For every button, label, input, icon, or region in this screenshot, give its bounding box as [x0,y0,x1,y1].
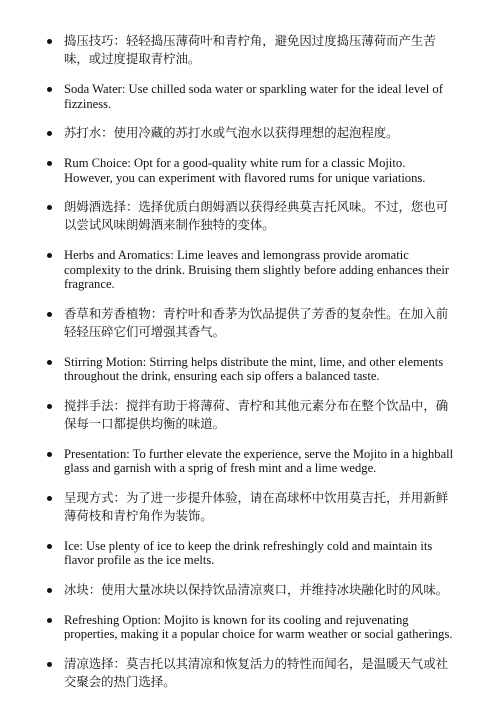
list-item-text: Presentation: To further elevate the experience, serve the Mojito in a highball glass and garnish with a sprig of fresh mint and a lime wedge. [64,446,454,475]
bullet-dot-icon [47,452,52,457]
document-page [0,32,500,705]
bullet-dot-icon [47,39,52,44]
list-item-text: Herbs and Aromatics: Lime leaves and lemongrass provide aromatic complexity to the drink. Bruising them slightly before adding enhances their fragrance. [64,248,450,291]
list-item [0,355,500,384]
list-item-text: 呈现方式：为了进一步提升体验，请在高球杯中饮用莫吉托，并用新鲜薄荷枝和青柠角作为装饰。 [64,489,449,523]
list-item [0,613,500,642]
list-item [0,156,500,185]
list-item [0,581,500,599]
bullet-dot-icon [47,404,52,409]
list-item-text: Refreshing Option: Mojito is known for its cooling and rejuvenating properties, making it a popular choice for warm weather or social gatherings. [64,612,453,641]
bullet-dot-icon [47,588,52,593]
list-item [0,305,500,341]
bullet-dot-icon [47,131,52,136]
list-item-text: 苏打水：使用冷藏的苏打水或气泡水以获得理想的起泡程度。 [64,125,399,140]
bullet-list [0,32,500,691]
list-item [0,198,500,234]
list-item-text: 清凉选择：莫吉托以其清凉和恢复活力的特性而闻名，是温暖天气或社交聚会的热门选择。 [64,655,449,689]
list-item [0,655,500,691]
list-item-text: 朗姆酒选择：选择优质白朗姆酒以获得经典莫吉托风味。不过，您也可以尝试风味朗姆酒来制作独特的变体。 [64,199,449,232]
list-item-text: Rum Choice: Opt for a good-quality white rum for a classic Mojito. However, you can experiment with flavored rums for unique variations. [64,156,426,185]
bullet-dot-icon [47,312,52,317]
list-item-text: 香草和芳香植物：青柠叶和香茅为饮品提供了芳香的复杂性。在加入前轻轻压碎它们可增强其香气。 [64,305,449,339]
list-item-text: Stirring Motion: Stirring helps distribute the mint, lime, and other elements throughout the drink, ensuring each sip offers a balanced taste. [64,354,444,383]
bullet-dot-icon [47,205,52,210]
list-item [0,489,500,525]
list-item [0,397,500,433]
bullet-dot-icon [47,496,52,501]
bullet-dot-icon [47,161,52,166]
list-item-text: 搅拌手法：搅拌有助于将薄荷、青柠和其他元素分布在整个饮品中，确保每一口都提供均衡的味道。 [64,397,449,431]
bullet-dot-icon [47,544,52,549]
list-item [0,248,500,292]
bullet-dot-icon [47,253,52,258]
list-item-text: Ice: Use plenty of ice to keep the drink refreshingly cold and maintain its flavor profile as the ice melts. [64,538,433,567]
list-item [0,32,500,68]
bullet-dot-icon [47,87,52,92]
list-item [0,447,500,476]
list-item-text: Soda Water: Use chilled soda water or sparkling water for the ideal level of fizziness. [64,82,443,111]
bullet-dot-icon [47,360,52,365]
list-item-text: 冰块：使用大量冰块以保持饮品清凉爽口，并维持冰块融化时的风味。 [64,581,449,597]
bullet-dot-icon [47,618,52,623]
list-item-text: 捣压技巧：轻轻捣压薄荷叶和青柠角，避免因过度捣压薄荷而产生苦味，或过度提取青柠油。 [64,33,436,66]
list-item [0,82,500,111]
list-item [0,124,500,142]
list-item [0,539,500,568]
bullet-dot-icon [47,662,52,667]
